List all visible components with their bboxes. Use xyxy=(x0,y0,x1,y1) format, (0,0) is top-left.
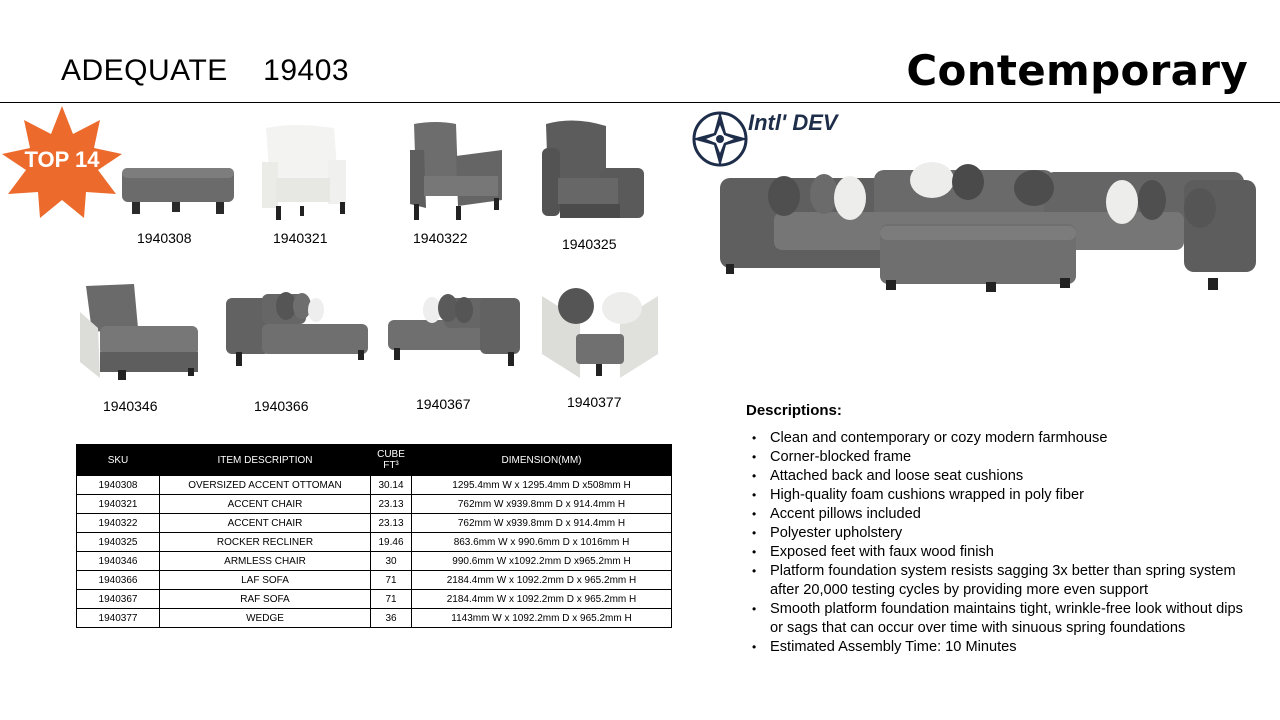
gray-accent-chair-image xyxy=(406,120,506,222)
description-item: • Platform foundation system resists sagging 3x better than spring system after 20,000 testing cycles by providing more even support xyxy=(752,562,1252,600)
cell-sku: 1940321 xyxy=(77,495,160,514)
cell-dimension: 762mm W x939.8mm D x 914.4mm H xyxy=(412,495,672,514)
cell-sku: 1940377 xyxy=(77,609,160,628)
cell-description: RAF SOFA xyxy=(160,590,371,609)
cell-sku: 1940322 xyxy=(77,514,160,533)
cell-sku: 1940367 xyxy=(77,590,160,609)
ottoman-image xyxy=(118,160,238,220)
sku-label: 1940325 xyxy=(562,236,617,252)
table-row xyxy=(77,476,672,495)
description-item: • Clean and contemporary or cozy modern farmhouse xyxy=(752,429,1252,448)
description-item: • Attached back and loose seat cushions xyxy=(752,467,1252,486)
table-row xyxy=(77,590,672,609)
descriptions-heading: Descriptions: xyxy=(746,402,842,419)
cell-dimension: 990.6mm W x1092.2mm D x965.2mm H xyxy=(412,552,672,571)
cell-dimension: 1143mm W x 1092.2mm D x 965.2mm H xyxy=(412,609,672,628)
cell-sku: 1940366 xyxy=(77,571,160,590)
cell-dimension: 762mm W x939.8mm D x 914.4mm H xyxy=(412,514,672,533)
cell-cube: 30 xyxy=(371,552,412,571)
col-header-cube: CUBE FT³ xyxy=(371,445,412,476)
cell-description: ACCENT CHAIR xyxy=(160,495,371,514)
description-item: • Smooth platform foundation maintains tight, wrinkle-free look without dips or sags that can occur over time with sinuous spring foundations xyxy=(752,600,1252,638)
cell-description: ARMLESS CHAIR xyxy=(160,552,371,571)
descriptions-list xyxy=(752,429,1252,657)
top-badge-label: TOP 14 xyxy=(24,147,100,172)
white-accent-chair-image xyxy=(256,122,352,222)
sku-label: 1940308 xyxy=(137,230,192,246)
rocker-recliner-image xyxy=(540,118,650,226)
cell-dimension: 1295.4mm W x 1295.4mm D x508mm H xyxy=(412,476,672,495)
cell-description: LAF SOFA xyxy=(160,571,371,590)
cell-sku: 1940308 xyxy=(77,476,160,495)
table-row xyxy=(77,495,672,514)
table-row xyxy=(77,552,672,571)
description-item: • Exposed feet with faux wood finish xyxy=(752,543,1252,562)
cell-sku: 1940325 xyxy=(77,533,160,552)
cell-cube: 23.13 xyxy=(371,495,412,514)
cell-cube: 23.13 xyxy=(371,514,412,533)
description-item: • High-quality foam cushions wrapped in poly fiber xyxy=(752,486,1252,505)
cell-description: OVERSIZED ACCENT OTTOMAN xyxy=(160,476,371,495)
table-row xyxy=(77,514,672,533)
sku-label: 1940366 xyxy=(254,398,309,414)
sku-label: 1940322 xyxy=(413,230,468,246)
sku-label: 1940367 xyxy=(416,396,471,412)
description-item: • Estimated Assembly Time: 10 Minutes xyxy=(752,638,1252,657)
cell-cube: 36 xyxy=(371,609,412,628)
cell-description: ROCKER RECLINER xyxy=(160,533,371,552)
header-divider xyxy=(0,102,1280,103)
cell-dimension: 863.6mm W x 990.6mm D x 1016mm H xyxy=(412,533,672,552)
brand-logo-text: Intl' DEV xyxy=(748,110,838,135)
sku-label: 1940346 xyxy=(103,398,158,414)
sku-label: 1940321 xyxy=(273,230,328,246)
cell-description: WEDGE xyxy=(160,609,371,628)
cell-dimension: 2184.4mm W x 1092.2mm D x 965.2mm H xyxy=(412,571,672,590)
sectional-hero-image xyxy=(714,152,1260,312)
raf-sofa-image xyxy=(384,292,524,372)
cell-description: ACCENT CHAIR xyxy=(160,514,371,533)
description-item: • Corner-blocked frame xyxy=(752,448,1252,467)
col-header-dimension: DIMENSION(MM) xyxy=(412,445,672,476)
wedge-image xyxy=(540,284,660,380)
table-header-row xyxy=(77,445,672,476)
cell-dimension: 2184.4mm W x 1092.2mm D x 965.2mm H xyxy=(412,590,672,609)
cell-cube: 19.46 xyxy=(371,533,412,552)
description-item: • Polyester upholstery xyxy=(752,524,1252,543)
cell-sku: 1940346 xyxy=(77,552,160,571)
col-header-sku: SKU xyxy=(77,445,160,476)
sku-label: 1940377 xyxy=(567,394,622,410)
cell-cube: 71 xyxy=(371,590,412,609)
laf-sofa-image xyxy=(222,290,372,376)
table-row xyxy=(77,609,672,628)
spec-table xyxy=(76,444,672,628)
col-header-description: ITEM DESCRIPTION xyxy=(160,445,371,476)
armless-chair-image xyxy=(78,282,202,382)
cell-cube: 30.14 xyxy=(371,476,412,495)
cell-cube: 71 xyxy=(371,571,412,590)
table-row xyxy=(77,533,672,552)
description-item: • Accent pillows included xyxy=(752,505,1252,524)
style-title: Contemporary xyxy=(906,46,1248,95)
table-row xyxy=(77,571,672,590)
series-title: ADEQUATE 19403 xyxy=(61,54,350,87)
